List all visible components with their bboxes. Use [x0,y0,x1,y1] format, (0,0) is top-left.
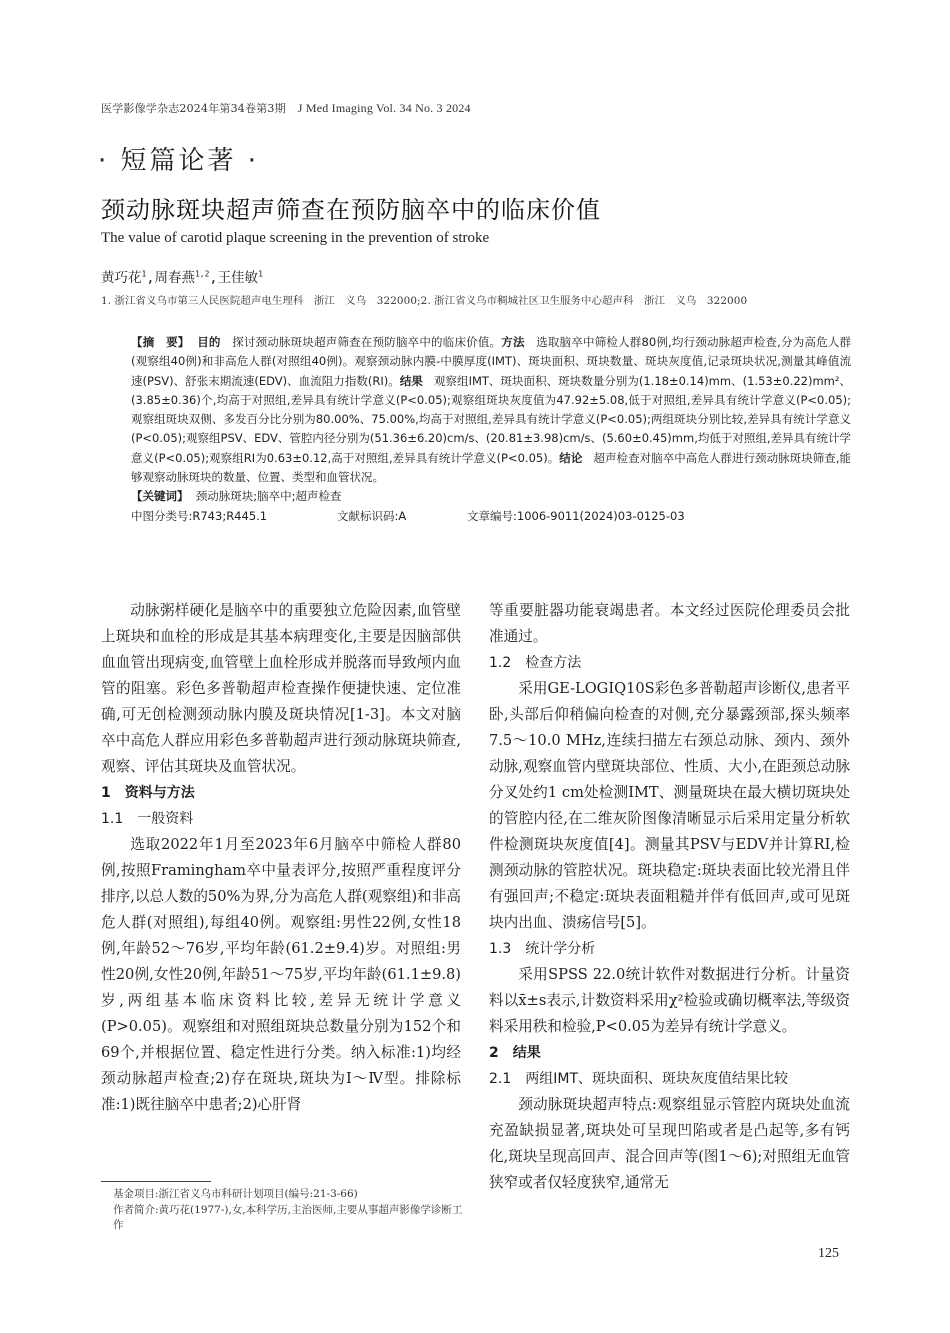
keywords-label: 【关键词】 [131,489,189,504]
conclusion-label: 结论 [559,450,583,465]
heading-results-imt: 2.1 两组IMT、斑块面积、斑块灰度值结果比较 [489,1071,789,1087]
heading-materials-methods: 1 资料与方法 [101,785,195,801]
keywords-text: 颈动脉斑块;脑卒中;超声检查 [195,489,342,504]
section-label: · 短篇论著 · [98,146,260,176]
methods-label: 方法 [501,335,525,349]
heading-exam-method: 1.2 检查方法 [489,655,582,671]
results-imt-paragraph: 颈动脉斑块超声特点:观察组显示管腔内斑块处血流充盈缺损显著,斑块处可呈现凹陷或者是凸起等,多有钙化,斑块呈现高回声、混合回声等(图1～6);对照组无血管狭窄或者仅轻度狭窄,通常无 [489,1096,850,1191]
journal-issue-cn: 医学影像学杂志2024年第34卷第3期 [101,102,286,115]
objective-label: 目的 [197,335,221,349]
affiliations: 1. 浙江省义乌市第三人民医院超声电生理科 浙江 义乌 322000;2. 浙江省义乌市稠城社区卫生服务中心超声科 浙江 义乌 322000 [101,295,748,307]
document-code: 文献标识码:A [337,508,407,523]
abstract-block [131,333,851,526]
article-title-cn: 颈动脉斑块超声筛查在预防脑卒中的临床价值 [101,196,601,224]
continued-paragraph: 等重要脏器功能衰竭患者。本文经过医院伦理委员会批准通过。 [489,602,850,645]
page-number: 125 [818,1246,839,1261]
journal-issue-en: J Med Imaging Vol. 34 No. 3 2024 [297,101,471,115]
statistics-paragraph: 采用SPSS 22.0统计软件对数据进行分析。计量资料以x̄±s表示,计数资料采用χ²检验或确切概率法,等级资料采用秩和检验,P<0.05为差异有统计学意义。 [489,966,850,1035]
author-bio-note: 作者简介:黄巧花(1977-),女,本科学历,主治医师,主要从事超声影像学诊断工作 [113,1203,463,1231]
author-name: 周春燕 [154,270,195,286]
abstract-label: 【摘 要】 [131,335,190,349]
footnote-divider [101,1181,211,1182]
keywords-line [131,487,851,506]
body-column-right [489,598,850,1196]
methods-text: 选取脑卒中筛检人群80例,均行颈动脉超声检查,分为高危人群(观察组40例)和非高危人群(对照组40例)。观察颈动脉内膜-中膜厚度(IMT)、斑块面积、斑块数量、斑块灰度值,记录斑块状况,测量其峰值流速(PSV)、舒张末期流速(EDV)、血流阻力指数(RI)。 [131,335,852,388]
running-header [101,100,471,116]
heading-results: 2 结果 [489,1045,541,1061]
heading-general-data: 1.1 一般资料 [101,811,194,827]
author-name: 王佳敏 [217,270,259,286]
intro-paragraph: 动脉粥样硬化是脑卒中的重要独立危险因素,血管壁上斑块和血栓的形成是其基本病理变化,主要是因脑部供血血管出现病变,血管壁上血栓形成并脱落而导致颅内血管的阻塞。彩色多普勒超声检查操作便捷快速、定位准确,可无创检测颈动脉内膜及斑块情况[1-3]。本文对脑卒中高危人群应用彩色多普勒超声进行颈动脉斑块筛查,观察、评估其斑块及血管状况。 [101,602,461,775]
article-number: 文章编号:1006-9011(2024)03-0125-03 [467,508,685,523]
results-label: 结果 [399,373,423,388]
fund-note: 基金项目:浙江省义乌市科研计划项目(编号:21-3-66) [113,1188,358,1200]
author-name: 黄巧花 [101,270,142,286]
abstract-text [131,333,851,487]
clc-number: 中图分类号:R743;R445.1 [131,508,268,523]
author-list: 黄巧花$^1$,周春燕$^{1,2}$,王佳敏$^1$ [101,269,263,286]
author-affil-mark: 1 [258,269,263,279]
author-affil-mark: 1,2 [194,269,210,279]
general-data-paragraph: 选取2022年1月至2023年6月脑卒中筛检人群80例,按照Framingham卒中量表评分,按照严重程度评分排序,以总人数的50%为界,分为高危人群(观察组)和非高危人群(对照组),每组40例。观察组:男性22例,女性18例,年龄52～76岁,平均年龄(61.2±9.4)岁。对照组:男性20例,女性20例,年龄51～75岁,平均年龄(61.1±9.8)岁,两组基本临床资料比较,差异无统计学意义(P>0.05)。观察组和对照组斑块总数量分别为152个和69个,并根据位置、稳定性进行分类。纳入标准:1)均经颈动脉超声检查;2)存在斑块,斑块为Ⅰ～Ⅳ型。排除标准:1)既往脑卒中患者;2)心肝肾 [101,836,461,1113]
author-affil-mark: 1 [141,269,147,279]
heading-statistics: 1.3 统计学分析 [489,941,596,957]
results-text: 观察组IMT、斑块面积、斑块数量分别为(1.18±0.14)mm、(1.53±0.22)mm²、(3.85±0.36)个,均高于对照组,差异具有统计学意义(P<0.05);观察组斑块灰度值为47.92±5.08,低于对照组,差异具有统计学意义(P<0.05);观察组斑块双侧、多发百分比分别为80.00%、75.00%,均高于对照组,差异具有统计学意义(P<0.05);两组斑块分别比较,差异具有统计学意义(P<0.05);观察组PSV、EDV、管腔内径分别为(51.36±6.20)cm/s、(20.81±3.98)cm/s、(5.60±0.45)mm,均低于对照组,差异具有统计学意义(P<0.05);观察组RI为0.63±0.12,高于对照组,差异具有统计学意义(P<0.05)。 [131,373,852,465]
body-column-left [101,598,461,1118]
classification-line [131,507,851,526]
footnote-block [113,1187,463,1234]
exam-method-paragraph: 采用GE-LOGIQ10S彩色多普勒超声诊断仪,患者平卧,头部后仰稍偏向检查的对侧,充分暴露颈部,探头频率7.5～10.0 MHz,连续扫描左右颈总动脉、颈内、颈外动脉,观察血管内壁斑块部位、性质、大小,在距颈总动脉分叉处约1 cm处检测IMT、测量斑块在最大横切斑块处的管腔内径,在二维灰阶图像清晰显示后采用定量分析软件检测斑块灰度值[4]。测量其PSV与EDV并计算RI,检测颈动脉的管腔状况。斑块稳定:斑块表面比较光滑且伴有强回声;不稳定:斑块表面粗糙并伴有低回声,或可见斑块内出血、溃疡信号[5]。 [489,680,850,931]
article-title-en: The value of carotid plaque screening in the prevention of stroke [101,230,490,246]
conclusion-text: 超声检查对脑卒中高危人群进行颈动脉斑块筛查,能够观察动脉斑块的数量、位置、类型和血管状况。 [131,450,852,485]
objective-text: 探讨颈动脉斑块超声筛查在预防脑卒中的临床价值。 [232,335,502,349]
